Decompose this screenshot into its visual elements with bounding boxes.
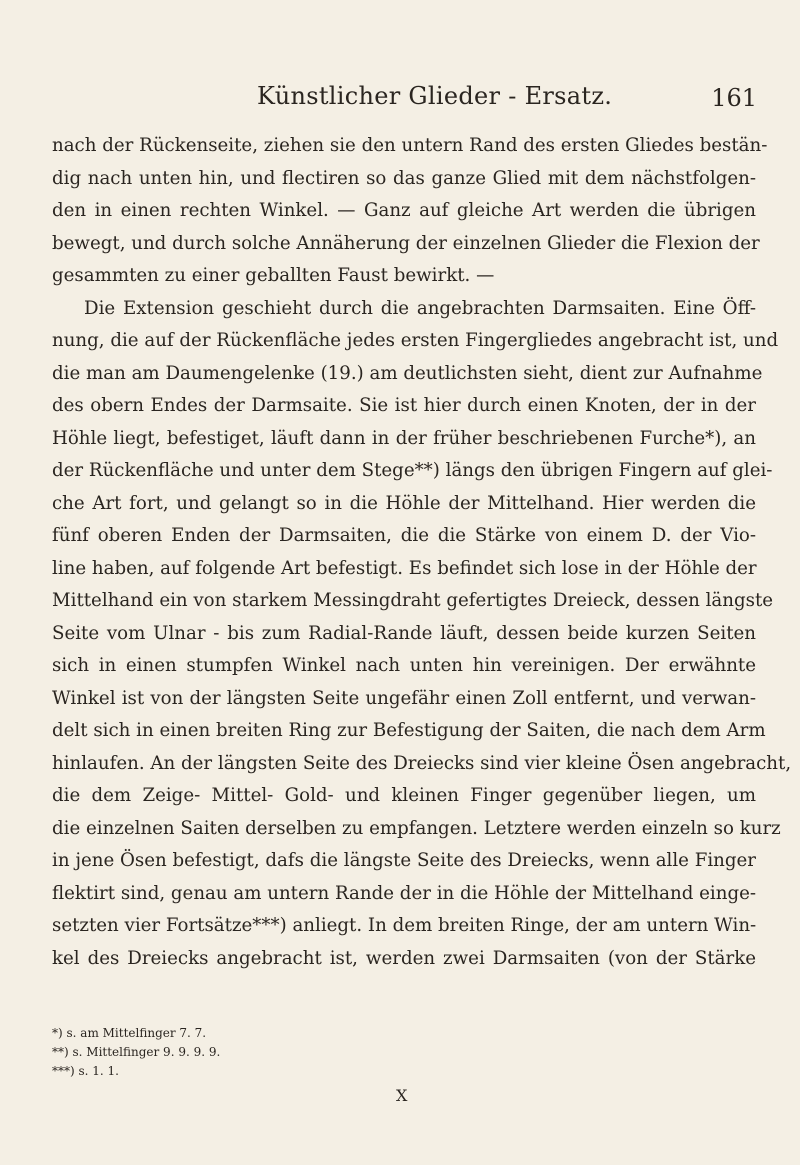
footnote: ***) s. 1. 1. <box>52 1064 119 1078</box>
footnote: *) s. am Mittelfinger 7. 7. <box>52 1026 207 1040</box>
text-line: bewegt, und durch solche Annäherung der einzelnen Glieder die Flexion der <box>52 232 760 254</box>
text-line: gesammten zu einer geballten Faust bewirkt. — <box>52 265 495 286</box>
text-line: dig nach unten hin, und flectiren so das ganze Glied mit dem nächstfolgen- <box>52 167 756 189</box>
text-line: hinlaufen. An der längsten Seite des Dreiecks sind vier kleine Ösen angebracht, <box>52 752 792 774</box>
page-header <box>45 82 757 122</box>
text-line: den in einen rechten Winkel. — Ganz auf gleiche Art werden die übrigen <box>52 200 756 221</box>
text-line: Höhle liegt, befestiget, läuft dann in der früher beschriebenen Furche*), an <box>52 427 756 449</box>
text-line: die man am Daumengelenke (19.) am deutlichsten sieht, dient zur Aufnahme <box>52 362 763 384</box>
text-line: line haben, auf folgende Art befestigt. Es befindet sich lose in der Höhle der <box>52 557 757 579</box>
text-line: Die Extension geschieht durch die angebrachten Darmsaiten. Eine Öff- <box>84 297 756 319</box>
signature-mark: X <box>396 1086 408 1105</box>
footnotes <box>52 1024 452 1081</box>
text-line: Winkel ist von der längsten Seite ungefähr einen Zoll entfernt, und verwan- <box>52 687 756 709</box>
text-line: delt sich in einen breiten Ring zur Befestigung der Saiten, die nach dem Arm <box>52 720 766 741</box>
text-line: flektirt sind, genau am untern Rande der in die Höhle der Mittelhand einge- <box>52 882 756 904</box>
text-line: nung, die auf der Rückenfläche jedes ersten Fingergliedes angebracht ist, und <box>52 330 779 351</box>
text-line: der Rückenfläche und unter dem Stege**) längs den übrigen Fingern auf glei- <box>52 460 773 481</box>
text-line: Mittelhand ein von starkem Messingdraht gefertigtes Dreieck, dessen längste <box>52 590 774 611</box>
page-number: 161 <box>711 84 757 112</box>
running-title: Künstlicher Glieder - Ersatz. <box>257 82 613 110</box>
text-line: kel des Dreiecks angebracht ist, werden zwei Darmsaiten (von der Stärke <box>52 947 756 969</box>
text-line: setzten vier Fortsätze***) anliegt. In dem breiten Ringe, der am untern Win- <box>52 915 757 936</box>
text-line: sich in einen stumpfen Winkel nach unten hin vereinigen. Der erwähnte <box>52 655 756 676</box>
text-line: che Art fort, und gelangt so in die Höhle der Mittelhand. Hier werden die <box>52 492 756 514</box>
text-line: in jene Ösen befestigt, dafs die längste Seite des Dreiecks, wenn alle Finger <box>52 850 756 871</box>
text-line: fünf oberen Enden der Darmsaiten, die die Stärke von einem D. der Vio- <box>52 525 756 546</box>
text-line: Seite vom Ulnar - bis zum Radial-Rande läuft, dessen beide kurzen Seiten <box>52 622 756 644</box>
text-line: nach der Rückenseite, ziehen sie den untern Rand des ersten Gliedes bestän- <box>52 135 768 156</box>
body-text <box>52 130 792 975</box>
footnote: **) s. Mittelfinger 9. 9. 9. 9. <box>52 1045 221 1059</box>
text-line: die einzelnen Saiten derselben zu empfangen. Letztere werden einzeln so kurz <box>52 817 781 839</box>
text-line: die dem Zeige- Mittel- Gold- und kleinen Finger gegenüber liegen, um <box>52 785 756 806</box>
text-line: des obern Endes der Darmsaite. Sie ist hier durch einen Knoten, der in der <box>52 395 756 416</box>
